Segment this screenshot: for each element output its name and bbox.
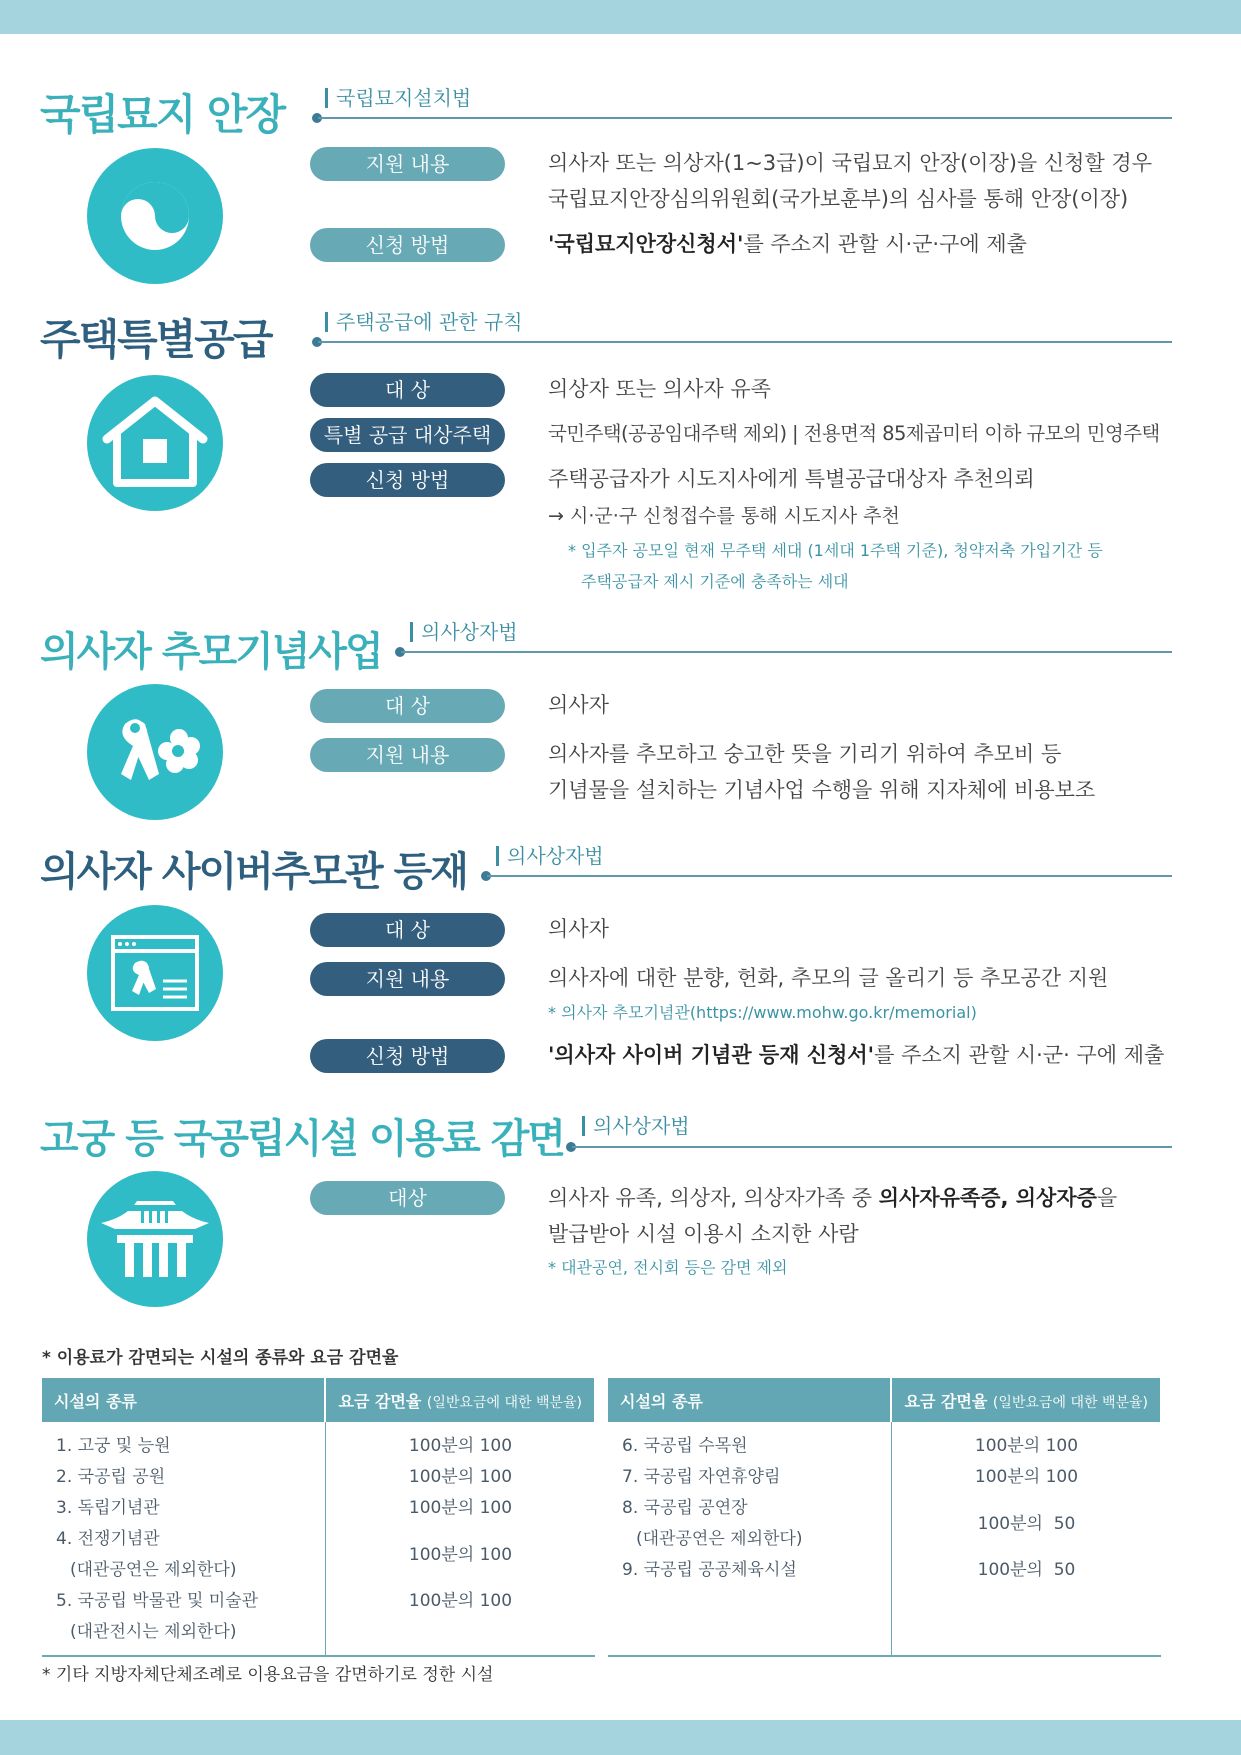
rate-value: 100분의 50 xyxy=(977,1560,1076,1580)
apply-text xyxy=(548,1037,1164,1073)
bottom-band xyxy=(0,1720,1241,1755)
support-line-2: 국립묘지안장심의위원회(국가보훈부)의 심사를 통해 안장(이장) xyxy=(548,187,1129,211)
taeguk-icon xyxy=(87,148,223,284)
col-rate-header xyxy=(891,1378,1161,1422)
form-name: '국립묘지안장신청서' xyxy=(548,232,744,256)
rate-value: 100분의 100 xyxy=(408,1591,513,1611)
col-rate-label: 요금 감면율 xyxy=(904,1391,988,1411)
facility-table-left xyxy=(42,1378,596,1657)
facility-item: 3. 독립기념관 xyxy=(56,1498,160,1518)
section-title: 의사자 사이버추모관 등재 xyxy=(40,849,467,895)
col-facility-header xyxy=(42,1378,325,1422)
pill-support: 지원 내용 xyxy=(310,962,505,996)
facility-table-right xyxy=(608,1378,1162,1657)
col-facility-header xyxy=(608,1378,891,1422)
pill-special-housing: 특별 공급 대상주택 xyxy=(310,418,505,452)
section-title: 주택특별공급 xyxy=(40,315,272,364)
rate-value: 100분의 100 xyxy=(974,1436,1079,1456)
apply-text xyxy=(548,226,1027,262)
support-line-1: 의사자 또는 의상자(1∼3급)이 국립묘지 안장(이장)을 신청할 경우 xyxy=(548,151,1153,175)
col-rate-sub: (일반요금에 대한 백분율) xyxy=(426,1394,582,1411)
fee-note: * 대관공연, 전시회 등은 감면 제외 xyxy=(548,1258,788,1277)
pill-support: 지원 내용 xyxy=(310,147,505,181)
support-line-1: 의사자를 추모하고 숭고한 뜻을 기리기 위하여 추모비 등 xyxy=(548,742,1062,766)
law-line xyxy=(401,651,1172,653)
section-title: 의사자 추모기념사업 xyxy=(40,629,382,675)
facility-item: 2. 국공립 공원 xyxy=(56,1467,166,1487)
table-footnote: * 기타 지방자체단체조례로 이용요금을 감면하기로 정한 시설 xyxy=(42,1665,494,1685)
target-text: 의사자 xyxy=(548,917,609,941)
pill-apply: 신청 방법 xyxy=(310,228,505,262)
pill-target: 대 상 xyxy=(310,913,505,947)
facility-item: 1. 고궁 및 능원 xyxy=(56,1436,171,1456)
apply-rest: 를 주소지 관할 시·군· 구에 제출 xyxy=(874,1043,1165,1067)
law-label: 의사상자법 xyxy=(410,622,518,642)
target-line-1 xyxy=(548,1180,1117,1216)
support-text: 의사자에 대한 분향, 헌화, 추모의 글 올리기 등 추모공간 지원 xyxy=(548,966,1109,990)
target-bold: 의사자유족증, 의상자증 xyxy=(878,1186,1097,1210)
form-name: '의사자 사이버 기념관 등재 신청서' xyxy=(548,1043,875,1067)
rate-cell xyxy=(891,1422,1161,1656)
law-line xyxy=(487,875,1172,877)
facility-cell xyxy=(608,1422,891,1656)
facility-item: 9. 국공립 공공체육시설 xyxy=(622,1560,797,1580)
facility-item-sub: (대관공연은 제외한다) xyxy=(70,1560,237,1580)
apply-line-2: → 시·군·구 신청접수를 통해 시도지사 추천 xyxy=(548,505,900,527)
law-label: 의사상자법 xyxy=(582,1116,690,1136)
apply-line-1: 주택공급자가 시도지사에게 특별공급대상자 추천의뢰 xyxy=(548,467,1035,491)
law-label: 국립묘지설치법 xyxy=(325,88,471,108)
ribbon-flower-icon xyxy=(87,684,223,820)
facility-item: 5. 국공립 박물관 및 미술관 xyxy=(56,1591,259,1611)
col-facility-label: 시설의 종류 xyxy=(54,1391,137,1411)
col-rate-label: 요금 감면율 xyxy=(338,1391,422,1411)
law-line xyxy=(572,1146,1172,1148)
rate-value: 100분의 100 xyxy=(974,1467,1079,1487)
facility-cell xyxy=(42,1422,325,1656)
rate-value: 100분의 50 xyxy=(977,1514,1076,1534)
browser-ribbon-icon xyxy=(87,905,223,1041)
facility-item: 4. 전쟁기념관 xyxy=(56,1529,160,1549)
palace-icon xyxy=(87,1171,223,1307)
facility-item-sub: (대관전시는 제외한다) xyxy=(70,1622,237,1642)
house-icon xyxy=(87,375,223,511)
rate-value: 100분의 100 xyxy=(408,1498,513,1518)
rate-value: 100분의 100 xyxy=(408,1467,513,1487)
pill-target: 대상 xyxy=(310,1181,505,1215)
section-title: 고궁 등 국공립시설 이용료 감면 xyxy=(40,1116,565,1162)
target-text: 의상자 또는 의사자 유족 xyxy=(548,377,771,401)
target-line-2: 발급받아 시설 이용시 소지한 사람 xyxy=(548,1222,859,1246)
facility-item: 6. 국공립 수목원 xyxy=(622,1436,748,1456)
col-facility-label: 시설의 종류 xyxy=(620,1391,703,1411)
target-text: 의사자 xyxy=(548,693,609,717)
rate-value: 100분의 100 xyxy=(408,1436,513,1456)
pill-target: 대 상 xyxy=(310,689,505,723)
rate-cell xyxy=(325,1422,595,1656)
pill-support: 지원 내용 xyxy=(310,738,505,772)
rate-value: 100분의 100 xyxy=(408,1545,513,1565)
law-line xyxy=(318,117,1172,119)
table-heading: * 이용료가 감면되는 시설의 종류와 요금 감면율 xyxy=(42,1348,399,1368)
target-pre: 의사자 유족, 의상자, 의상자가족 중 xyxy=(548,1186,879,1210)
housing-note-2: 주택공급자 제시 기준에 충족하는 세대 xyxy=(581,572,849,591)
law-label: 주택공급에 관한 규칙 xyxy=(325,312,523,332)
special-housing-text: 국민주택(공공임대주택 제외) | 전용면적 85제곱미터 이하 규모의 민영주택 xyxy=(548,422,1160,445)
section-title: 국립묘지 안장 xyxy=(40,90,285,139)
col-rate-header xyxy=(325,1378,595,1422)
col-rate-sub: (일반요금에 대한 백분율) xyxy=(992,1394,1148,1411)
pill-apply: 신청 방법 xyxy=(310,463,505,497)
apply-rest: 를 주소지 관할 시·군·구에 제출 xyxy=(743,232,1027,256)
pill-apply: 신청 방법 xyxy=(310,1039,505,1073)
support-line-2: 기념물을 설치하는 기념사업 수행을 위해 지자체에 비용보조 xyxy=(548,778,1096,802)
housing-note-1: * 입주자 공모일 현재 무주택 세대 (1세대 1주택 기준), 청약저축 가입기간 등 xyxy=(568,541,1103,560)
facility-item: 8. 국공립 공연장 xyxy=(622,1498,748,1518)
facility-item-sub: (대관공연은 제외한다) xyxy=(636,1529,803,1549)
pill-target: 대 상 xyxy=(310,373,505,407)
facility-item: 7. 국공립 자연휴양림 xyxy=(622,1467,781,1487)
law-label: 의사상자법 xyxy=(496,846,604,866)
law-line xyxy=(318,341,1172,343)
memorial-url-note: * 의사자 추모기념관(https://www.mohw.go.kr/memorial) xyxy=(548,1003,977,1022)
target-post: 을 xyxy=(1096,1186,1118,1210)
top-band xyxy=(0,0,1241,34)
